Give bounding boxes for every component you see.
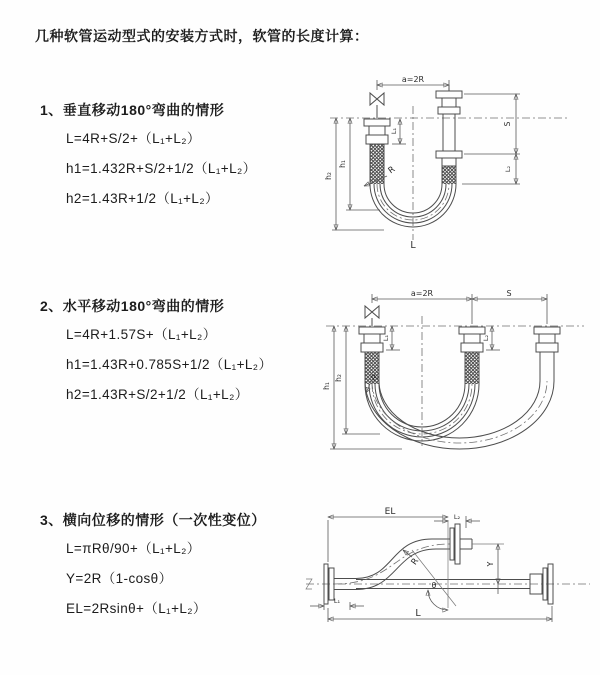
- section-vertical-180: [40, 100, 315, 214]
- section-lateral-displacement: [40, 510, 315, 624]
- dimension-el: [328, 507, 448, 608]
- s-label: S: [506, 289, 512, 298]
- right-pipe-fitting: [534, 327, 560, 381]
- formula-line: L=4R+S/2+（L₁+L₂）: [66, 131, 201, 146]
- y-label: Y: [486, 561, 495, 567]
- dimension-l2: [434, 513, 480, 528]
- right-pipe-fitting: [436, 85, 462, 166]
- length-label: L: [410, 240, 416, 250]
- l1-label: L₁: [390, 127, 398, 135]
- span-label: a=2R: [401, 75, 425, 84]
- el-label: EL: [384, 507, 396, 517]
- left-pipe-fitting: [364, 119, 390, 144]
- l2-label: L₂: [482, 334, 490, 342]
- dimension-h-outer: [322, 326, 402, 449]
- dimension-s: [464, 94, 520, 154]
- section-heading: 1、垂直移动180°弯曲的情形: [40, 102, 225, 118]
- length-label: L: [415, 608, 421, 619]
- l2-label: L₂: [453, 513, 461, 521]
- dimension-l1: [390, 119, 406, 144]
- dimension-l2: [462, 154, 520, 184]
- h-inner-label: h₁: [338, 160, 347, 168]
- section-horizontal-180: [40, 296, 315, 410]
- s-label: S: [503, 121, 512, 127]
- diagram-vertical-180-bend: [312, 72, 600, 250]
- span-label: a=2R: [410, 289, 434, 298]
- radius-label: R: [386, 164, 398, 177]
- dimension-span: [377, 75, 449, 90]
- dimension-s: [472, 289, 547, 299]
- radius-label: R: [369, 372, 381, 385]
- dimension-y: [486, 544, 498, 594]
- middle-braided-hose: [465, 352, 479, 384]
- formula-line: L=4R+1.57S+（L₁+L₂）: [66, 327, 217, 342]
- formula-line: h2=1.43R+S/2+1/2（L₁+L₂）: [66, 387, 249, 402]
- formula-line: EL=2Rsinθ+（L₁+L₂）: [66, 601, 207, 616]
- formula-line: h2=1.43R+1/2（L₁+L₂）: [66, 191, 219, 206]
- right-braided-hose: [442, 166, 456, 184]
- diagram-horizontal-180-bend: [312, 286, 600, 452]
- formula-line: h1=1.432R+S/2+1/2（L₁+L₂）: [66, 161, 257, 176]
- section-heading: 3、横向位移的情形（一次性变位）: [40, 512, 266, 528]
- u-bend-hose-displaced: [365, 381, 554, 449]
- theta-label: θ: [431, 581, 437, 590]
- page-title: 几种软管运动型式的安装方式时，软管的长度计算：: [35, 28, 369, 44]
- l1-label: L₁: [333, 597, 341, 605]
- dimension-l1: [310, 597, 364, 610]
- diagram-lateral-displacement: [298, 502, 600, 638]
- valve-icon: [365, 306, 379, 326]
- formula-line: Y=2R（1-cosθ）: [66, 571, 173, 586]
- dimension-span: [372, 289, 547, 324]
- valve-icon: [370, 93, 384, 118]
- section-heading: 2、水平移动180°弯曲的情形: [40, 298, 225, 314]
- l1-label: L₁: [382, 334, 390, 342]
- radius-label: R: [409, 556, 422, 568]
- h-inner-label: h₂: [334, 374, 343, 382]
- h-outer-label: h₁: [322, 382, 331, 390]
- formula-line: L=πRθ/90+（L₁+L₂）: [66, 541, 201, 556]
- l2-label: L₂: [504, 165, 512, 173]
- h-outer-label: h₂: [324, 172, 333, 180]
- top-right-flange: [450, 524, 504, 564]
- formula-line: h1=1.43R+0.785S+1/2（L₁+L₂）: [66, 357, 273, 372]
